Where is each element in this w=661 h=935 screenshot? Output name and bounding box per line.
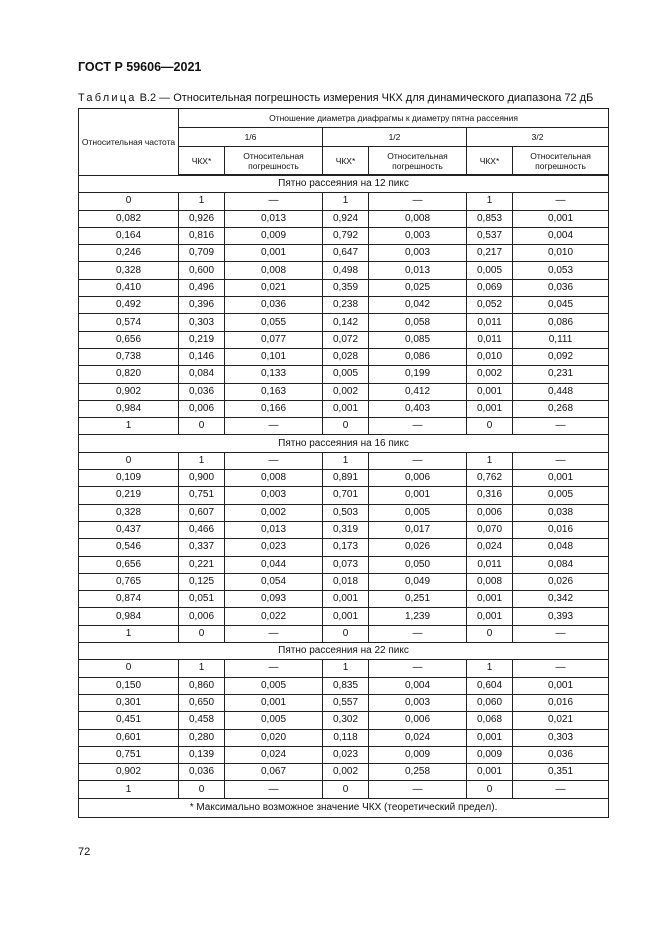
table-row — [79, 746, 609, 763]
table-cell: 0,251 — [369, 591, 467, 608]
table-cell: 0,002 — [225, 504, 323, 521]
table-cell: 0,280 — [179, 729, 225, 746]
table-cell: 0,017 — [369, 521, 467, 538]
table-cell: 0,359 — [323, 279, 369, 296]
header-chk: ЧКХ* — [179, 147, 225, 176]
table-cell: 0,067 — [225, 764, 323, 781]
table-cell: 0,044 — [225, 556, 323, 573]
table-cell: 0,118 — [323, 729, 369, 746]
table-cell: 0,008 — [467, 573, 513, 590]
table-cell: 0,412 — [369, 383, 467, 400]
header-relative-error: Относительная погрешность — [513, 147, 609, 176]
table-cell: 0,926 — [179, 210, 225, 227]
table-cell: 0,221 — [179, 556, 225, 573]
table-cell: 1 — [179, 452, 225, 469]
table-cell: 0 — [467, 781, 513, 798]
table-cell: 0,835 — [323, 677, 369, 694]
table-cell: 0 — [79, 193, 179, 210]
table-cell: 0,008 — [225, 470, 323, 487]
table-cell: 0,448 — [513, 383, 609, 400]
page-number: 72 — [78, 846, 91, 858]
table-cell: 0,792 — [323, 227, 369, 244]
table-cell: 0,070 — [467, 521, 513, 538]
table-cell: 0,018 — [323, 573, 369, 590]
table-cell: 0,009 — [369, 746, 467, 763]
table-cell: 0,085 — [369, 331, 467, 348]
table-cell: 0,084 — [179, 366, 225, 383]
table-cell: 0,268 — [513, 400, 609, 417]
table-cell: 0,093 — [225, 591, 323, 608]
table-cell: 0,650 — [179, 694, 225, 711]
section-row — [79, 435, 609, 452]
table-cell: 0,853 — [467, 210, 513, 227]
table-cell: 0,001 — [369, 487, 467, 504]
table-cell: 0 — [323, 418, 369, 435]
table-cell: 0,086 — [513, 314, 609, 331]
table-cell: 0,319 — [323, 521, 369, 538]
document-header: ГОСТ Р 59606—2021 — [78, 60, 202, 74]
header-relative-error: Относительная погрешность — [225, 147, 323, 176]
table-row — [79, 521, 609, 538]
table-cell: — — [513, 625, 609, 642]
table-cell: 0,005 — [225, 712, 323, 729]
table-cell: 1 — [467, 660, 513, 677]
table-cell: 0 — [79, 660, 179, 677]
table-cell: 0,537 — [467, 227, 513, 244]
table-row — [79, 470, 609, 487]
table-cell: 0,049 — [369, 573, 467, 590]
table-cell: 0,163 — [225, 383, 323, 400]
table-cell: 0,219 — [179, 331, 225, 348]
table-cell: 1 — [179, 660, 225, 677]
table-cell: 1 — [323, 660, 369, 677]
table-cell: 0,001 — [323, 591, 369, 608]
table-cell: 0,024 — [225, 746, 323, 763]
table-cell: 0,984 — [79, 400, 179, 417]
table-cell: 1 — [323, 193, 369, 210]
table-cell: 0,466 — [179, 521, 225, 538]
table-cell: 0,009 — [467, 746, 513, 763]
table-cell: 0,001 — [513, 210, 609, 227]
table-cell: 0,600 — [179, 262, 225, 279]
table-row — [79, 712, 609, 729]
table-cell: 1 — [79, 781, 179, 798]
table-cell: 0 — [79, 452, 179, 469]
table-cell: 0,001 — [467, 608, 513, 625]
table-cell: 0,146 — [179, 348, 225, 365]
table-cell: 0,010 — [467, 348, 513, 365]
table-cell: 0,139 — [179, 746, 225, 763]
table-cell: 0,001 — [323, 608, 369, 625]
table-cell: 0,005 — [369, 504, 467, 521]
table-cell: 0,601 — [79, 729, 179, 746]
table-row — [79, 608, 609, 625]
table-cell: 1 — [323, 452, 369, 469]
table-cell: 0,016 — [513, 521, 609, 538]
table-cell: 0,164 — [79, 227, 179, 244]
table-cell: — — [513, 193, 609, 210]
table-cell: 0,001 — [513, 470, 609, 487]
table-cell: 0 — [323, 781, 369, 798]
table-cell: 0,005 — [323, 366, 369, 383]
table-cell: 0,303 — [513, 729, 609, 746]
table-cell: 0,219 — [79, 487, 179, 504]
table-cell: 0,142 — [323, 314, 369, 331]
table-cell: 0,109 — [79, 470, 179, 487]
table-cell: 0,173 — [323, 539, 369, 556]
table-row — [79, 348, 609, 365]
table-cell: 0 — [467, 625, 513, 642]
table-cell: 0,011 — [467, 314, 513, 331]
table-row — [79, 729, 609, 746]
table-cell: 0,891 — [323, 470, 369, 487]
table-row — [79, 452, 609, 469]
table-cell: 0,762 — [467, 470, 513, 487]
table-cell: 0,069 — [467, 279, 513, 296]
table-cell: 0,437 — [79, 521, 179, 538]
table-cell: 0,656 — [79, 556, 179, 573]
table-cell: — — [225, 781, 323, 798]
table-cell: 0,451 — [79, 712, 179, 729]
header-ratio-1: 1/6 — [179, 128, 323, 147]
table-cell: 0,003 — [369, 694, 467, 711]
table-cell: 0,751 — [179, 487, 225, 504]
table-cell: 0,013 — [369, 262, 467, 279]
table-row — [79, 262, 609, 279]
table-cell: 0,005 — [513, 487, 609, 504]
table-cell: 0,751 — [79, 746, 179, 763]
table-cell: 0,709 — [179, 245, 225, 262]
table-cell: 0,042 — [369, 297, 467, 314]
table-cell: 0,011 — [467, 556, 513, 573]
table-caption — [78, 92, 593, 104]
table-cell: 0,055 — [225, 314, 323, 331]
table-row — [79, 573, 609, 590]
table-cell: 0,238 — [323, 297, 369, 314]
table-body — [79, 175, 609, 817]
table-cell: 0,111 — [513, 331, 609, 348]
table-row — [79, 781, 609, 798]
table-cell: 0,004 — [369, 677, 467, 694]
table-cell: 0,246 — [79, 245, 179, 262]
table-cell: 0,006 — [369, 712, 467, 729]
table-cell: 0,023 — [323, 746, 369, 763]
table-cell: 0,023 — [225, 539, 323, 556]
table-cell: 0,013 — [225, 521, 323, 538]
table-row — [79, 366, 609, 383]
table-cell: 0,217 — [467, 245, 513, 262]
table-cell: 0,302 — [323, 712, 369, 729]
table-cell: 0,072 — [323, 331, 369, 348]
table-cell: 0,008 — [369, 210, 467, 227]
table-cell: — — [369, 660, 467, 677]
header-chk: ЧКХ* — [467, 147, 513, 176]
table-cell: 0,068 — [467, 712, 513, 729]
table-cell: 0,022 — [225, 608, 323, 625]
table-cell: 0,006 — [179, 400, 225, 417]
table-cell: — — [225, 660, 323, 677]
table-cell: 0,026 — [369, 539, 467, 556]
table-row — [79, 764, 609, 781]
table-cell: 0,006 — [179, 608, 225, 625]
table-row — [79, 314, 609, 331]
section-title: Пятно рассеяния на 22 пикс — [79, 643, 609, 660]
table-row — [79, 677, 609, 694]
table-cell: 0,607 — [179, 504, 225, 521]
table-cell: 0,092 — [513, 348, 609, 365]
table-cell: 0,492 — [79, 297, 179, 314]
table-cell: 0,003 — [369, 245, 467, 262]
table-cell: 0,010 — [513, 245, 609, 262]
table-cell: — — [369, 781, 467, 798]
table-cell: 0,816 — [179, 227, 225, 244]
table-cell: 0,410 — [79, 279, 179, 296]
table-cell: 0,328 — [79, 262, 179, 279]
table-cell: 0,036 — [513, 746, 609, 763]
table-row — [79, 487, 609, 504]
section-title: Пятно рассеяния на 16 пикс — [79, 435, 609, 452]
table-cell: 0,036 — [179, 764, 225, 781]
table-cell: 0,557 — [323, 694, 369, 711]
table-cell: 0 — [179, 418, 225, 435]
table-cell: — — [369, 418, 467, 435]
table-cell: 1 — [467, 193, 513, 210]
table-row — [79, 297, 609, 314]
table-row — [79, 193, 609, 210]
table-cell: 0,026 — [513, 573, 609, 590]
table-cell: 0,874 — [79, 591, 179, 608]
table-cell: 0,503 — [323, 504, 369, 521]
table-cell: 0,082 — [79, 210, 179, 227]
table-cell: 0,604 — [467, 677, 513, 694]
table-cell: — — [513, 660, 609, 677]
table-cell: 0,199 — [369, 366, 467, 383]
table-cell: 0,001 — [513, 677, 609, 694]
table-header — [79, 109, 609, 176]
table-cell: 0,316 — [467, 487, 513, 504]
table-cell: 0,101 — [225, 348, 323, 365]
table-cell: 0,125 — [179, 573, 225, 590]
table-cell: 0,166 — [225, 400, 323, 417]
table-row — [79, 245, 609, 262]
section-row — [79, 643, 609, 660]
table-cell: 0,458 — [179, 712, 225, 729]
table-cell: 0,021 — [513, 712, 609, 729]
footnote-row — [79, 798, 609, 817]
table-cell: 0,006 — [369, 470, 467, 487]
table-cell: 0,001 — [225, 245, 323, 262]
table-row — [79, 591, 609, 608]
table-cell: — — [225, 193, 323, 210]
table-caption-text: В.2 — Относительная погрешность измерения ЧКХ для динамического диапазона 72 дБ — [136, 92, 594, 104]
table-cell: 0 — [179, 625, 225, 642]
table-cell: 0,077 — [225, 331, 323, 348]
table-row — [79, 210, 609, 227]
table-footnote: * Максимально возможное значение ЧКХ (теоретический предел). — [79, 798, 609, 817]
table-cell: 0,820 — [79, 366, 179, 383]
table-caption-label: Таблица — [78, 92, 137, 104]
table-cell: — — [225, 452, 323, 469]
table-cell: 0,020 — [225, 729, 323, 746]
table-cell: 0 — [179, 781, 225, 798]
table-cell: 1,239 — [369, 608, 467, 625]
table-cell: 0,038 — [513, 504, 609, 521]
table-cell: 0,001 — [467, 729, 513, 746]
table-cell: 0,005 — [467, 262, 513, 279]
table-cell: — — [513, 452, 609, 469]
header-relative-frequency: Относительная частота — [79, 109, 179, 176]
table-cell: 0,342 — [513, 591, 609, 608]
table-cell: 0,656 — [79, 331, 179, 348]
table-cell: 0,337 — [179, 539, 225, 556]
table-cell: — — [225, 625, 323, 642]
table-cell: — — [369, 625, 467, 642]
table-cell: 0,351 — [513, 764, 609, 781]
table-cell: 0,003 — [225, 487, 323, 504]
table-cell: — — [369, 452, 467, 469]
table-cell: 0,060 — [467, 694, 513, 711]
table-cell: 0,002 — [323, 764, 369, 781]
table-cell: 0,003 — [369, 227, 467, 244]
table-row — [79, 539, 609, 556]
table-cell: 0,001 — [323, 400, 369, 417]
table-cell: 0,403 — [369, 400, 467, 417]
table-cell: 0,084 — [513, 556, 609, 573]
table-cell: 0,574 — [79, 314, 179, 331]
table-cell: — — [369, 193, 467, 210]
table-cell: 0,050 — [369, 556, 467, 573]
table-cell: 0,045 — [513, 297, 609, 314]
table-cell: 0,133 — [225, 366, 323, 383]
table-cell: 0,546 — [79, 539, 179, 556]
table-cell: 0,001 — [467, 400, 513, 417]
table-row — [79, 694, 609, 711]
table-cell: — — [513, 781, 609, 798]
table-cell: 0,303 — [179, 314, 225, 331]
table-cell: 1 — [79, 418, 179, 435]
table-cell: 0,258 — [369, 764, 467, 781]
table-cell: 1 — [79, 625, 179, 642]
table-cell: 0,900 — [179, 470, 225, 487]
table-row — [79, 556, 609, 573]
table-row — [79, 400, 609, 417]
table-row — [79, 660, 609, 677]
table-cell: 1 — [467, 452, 513, 469]
table-cell: 0,902 — [79, 764, 179, 781]
table-cell: — — [513, 418, 609, 435]
header-aperture-ratio: Отношение диаметра диафрагмы к диаметру пятна рассеяния — [179, 109, 609, 128]
table-cell: 0,052 — [467, 297, 513, 314]
table-cell: 0,004 — [513, 227, 609, 244]
header-relative-error: Относительная погрешность — [369, 147, 467, 176]
table-row — [79, 331, 609, 348]
table-cell: 0,902 — [79, 383, 179, 400]
table-cell: 0,328 — [79, 504, 179, 521]
table-cell: 0,150 — [79, 677, 179, 694]
table-cell: 0,301 — [79, 694, 179, 711]
table-cell: 0,025 — [369, 279, 467, 296]
table-cell: 0,006 — [467, 504, 513, 521]
table-cell: 0,647 — [323, 245, 369, 262]
table-cell: 0,860 — [179, 677, 225, 694]
table-cell: 0,051 — [179, 591, 225, 608]
table-cell: 0,002 — [467, 366, 513, 383]
table-cell: 0,009 — [225, 227, 323, 244]
table-cell: 0,053 — [513, 262, 609, 279]
error-table — [78, 108, 609, 818]
table-cell: 0,036 — [225, 297, 323, 314]
table-cell: 0,013 — [225, 210, 323, 227]
table-cell: 0,396 — [179, 297, 225, 314]
table-cell: 0,738 — [79, 348, 179, 365]
table-cell: 0,024 — [467, 539, 513, 556]
header-ratio-3: 3/2 — [467, 128, 609, 147]
table-cell: 0,231 — [513, 366, 609, 383]
table-cell: 0,701 — [323, 487, 369, 504]
table-cell: 0,086 — [369, 348, 467, 365]
table-row — [79, 504, 609, 521]
table-cell: 0,073 — [323, 556, 369, 573]
table-cell: 0,002 — [323, 383, 369, 400]
table-cell: 0,765 — [79, 573, 179, 590]
table-cell: 0,984 — [79, 608, 179, 625]
table-row — [79, 227, 609, 244]
table-cell: 0,054 — [225, 573, 323, 590]
section-row — [79, 175, 609, 193]
table-cell: 0,924 — [323, 210, 369, 227]
table-cell: 0,001 — [467, 383, 513, 400]
header-ratio-2: 1/2 — [323, 128, 467, 147]
table-cell: 1 — [179, 193, 225, 210]
table-cell: 0,001 — [467, 591, 513, 608]
table-cell: 0 — [323, 625, 369, 642]
header-chk: ЧКХ* — [323, 147, 369, 176]
table-cell: 0,048 — [513, 539, 609, 556]
table-cell: 0,496 — [179, 279, 225, 296]
section-title: Пятно рассеяния на 12 пикс — [79, 175, 609, 193]
table-cell: 0,036 — [513, 279, 609, 296]
table-row — [79, 418, 609, 435]
table-cell: 0,011 — [467, 331, 513, 348]
table-cell: 0,001 — [225, 694, 323, 711]
table-cell: 0,498 — [323, 262, 369, 279]
table-cell: 0,005 — [225, 677, 323, 694]
table-cell: 0,393 — [513, 608, 609, 625]
table-row — [79, 625, 609, 642]
table-cell: 0,036 — [179, 383, 225, 400]
table-cell: 0,016 — [513, 694, 609, 711]
table-cell: 0 — [467, 418, 513, 435]
table-cell: 0,008 — [225, 262, 323, 279]
table-cell: 0,058 — [369, 314, 467, 331]
table-cell: 0,021 — [225, 279, 323, 296]
table-row — [79, 383, 609, 400]
table-cell: 0,001 — [467, 764, 513, 781]
table-cell: 0,024 — [369, 729, 467, 746]
table-cell: 0,028 — [323, 348, 369, 365]
table-cell: — — [225, 418, 323, 435]
table-row — [79, 279, 609, 296]
